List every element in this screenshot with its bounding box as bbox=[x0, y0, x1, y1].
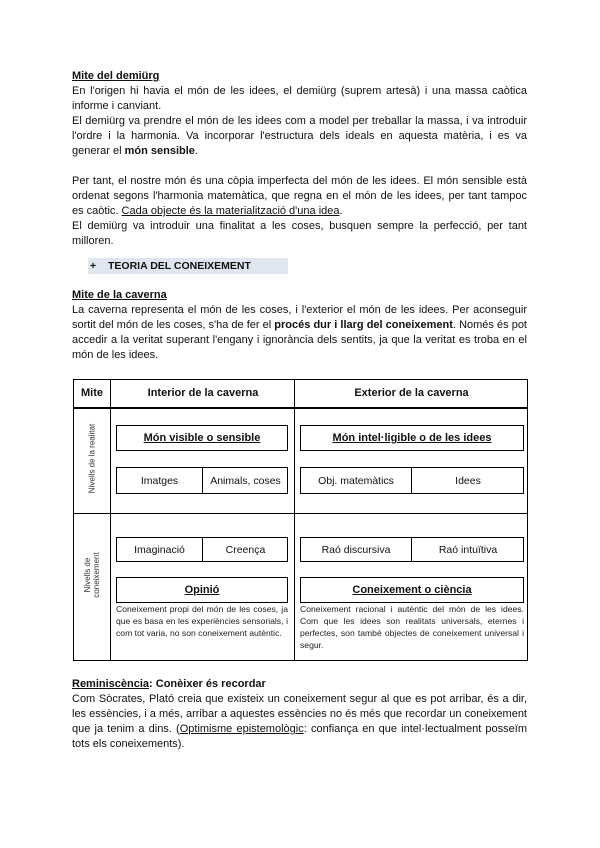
header-mite: Mite bbox=[81, 387, 103, 399]
realitat-exterior-row bbox=[300, 467, 524, 494]
coneixement-interior-row bbox=[116, 537, 288, 562]
optimisme-underlined: Optimisme epistemològic bbox=[179, 723, 304, 735]
caverna-table bbox=[73, 379, 528, 661]
rao-intuitiva-cell: Raó intuïtiva bbox=[438, 543, 498, 556]
text: Nivells de bbox=[83, 557, 92, 593]
text: . bbox=[339, 205, 343, 217]
side-label-realitat: Nivells de la realitat bbox=[87, 423, 97, 494]
mon-inteligible-box: Món intel·ligible o de les idees bbox=[300, 425, 524, 451]
text: : confiança en que intel·lectualment posseïm tots els coneixements). bbox=[72, 723, 527, 750]
demiurg-title: Mite del demiürg bbox=[72, 70, 160, 82]
coneixement-box: Coneixement o ciència bbox=[300, 577, 524, 603]
header-exterior: Exterior de la caverna bbox=[354, 387, 469, 399]
mon-visible-box: Món visible o sensible bbox=[116, 425, 288, 451]
text: Per tant, el nostre món és una còpia imperfecta del món de les idees. El món sensible està ordenat segons l'harmonia matemàtica, que regna en el món de les idees, per tant tampoc es caòtic. bbox=[72, 175, 527, 217]
text: Com Sòcrates, Plató creia que existeix un coneixement segur al que es pot arribar, és a dir, les essències, i a més, arribar a aquestes essències no és més que recordar un coneixement que ja tenim a dins. ( bbox=[72, 693, 527, 735]
coneixement-exterior-row bbox=[300, 537, 524, 562]
reminiscencia-paragraph bbox=[72, 692, 527, 752]
side-label-coneixement bbox=[83, 535, 101, 615]
imaginacio-cell: Imaginació bbox=[117, 538, 203, 561]
text: Reminiscència bbox=[72, 678, 150, 690]
demiurg-paragraph-3 bbox=[72, 174, 527, 219]
text: . bbox=[194, 145, 198, 157]
reminiscencia-title bbox=[72, 677, 527, 692]
coneixement-description: Coneixement racional i autèntic del món de les idees. Com que les idees son realitats universals, eternes i perfectes, son també objectes de coneixement universal i segur. bbox=[300, 604, 524, 650]
mon-sensible-bold: món sensible bbox=[124, 145, 195, 157]
rao-discursiva-cell: Raó discursiva bbox=[301, 538, 412, 561]
reminiscencia-section bbox=[72, 677, 527, 752]
demiurg-paragraph-1: En l'origen hi havia el món de les idees, el demiürg (suprem artesà) i una massa caòtica informe i canviant. bbox=[72, 85, 527, 112]
text: El demiürg va prendre el món de les idees com a model per treballar la massa, i va introduir l'ordre i la harmonia. Va incorporar l'estructura dels ideals en aquesta matèria, i es va generar el bbox=[72, 115, 527, 157]
opinio-description: Coneixement propi del món de les coses, ja que es basa en les experiències sensorials, i com tot varia, no son coneixement autèntic. bbox=[116, 604, 288, 638]
bullet-plus: + bbox=[90, 260, 97, 272]
creenca-cell: Creença bbox=[225, 543, 266, 556]
idees-cell: Idees bbox=[455, 474, 481, 487]
caverna-title: Mite de la caverna bbox=[72, 289, 167, 301]
section-heading-teoria bbox=[88, 258, 288, 274]
text: La caverna representa el món de les coses, i l'exterior el món de les idees. Per aconseguir sortit del món de les coses, s'ha de fer el bbox=[72, 304, 527, 331]
obj-matematics-cell: Obj. matemàtics bbox=[301, 468, 412, 493]
opinio-box: Opinió bbox=[116, 577, 288, 603]
caverna-paragraph bbox=[72, 303, 527, 363]
upper-text bbox=[72, 69, 527, 363]
animals-cell: Animals, coses bbox=[210, 474, 281, 487]
text: . Només és pot accedir a la veritat superant l'engany i ignorància dels sentits, ja que la veritat es troba en el món de les idees. bbox=[72, 319, 527, 361]
underlined-phrase: Cada objecte és la materialització d'una idea bbox=[121, 205, 340, 217]
realitat-interior-row bbox=[116, 467, 288, 494]
demiurg-paragraph-4: El demiürg va introduir una finalitat a les coses, busquen sempre la perfecció, per tant milloren. bbox=[72, 220, 527, 247]
teoria-label: TEORIA DEL CONEIXEMENT bbox=[108, 260, 251, 272]
text: : Conèixer és recordar bbox=[149, 678, 266, 690]
demiurg-paragraph-2 bbox=[72, 114, 527, 159]
text: coneixement bbox=[92, 552, 101, 598]
imatges-cell: Imatges bbox=[117, 468, 203, 493]
proces-bold: procés dur i llarg del coneixement bbox=[274, 319, 453, 331]
header-interior: Interior de la caverna bbox=[147, 387, 259, 399]
